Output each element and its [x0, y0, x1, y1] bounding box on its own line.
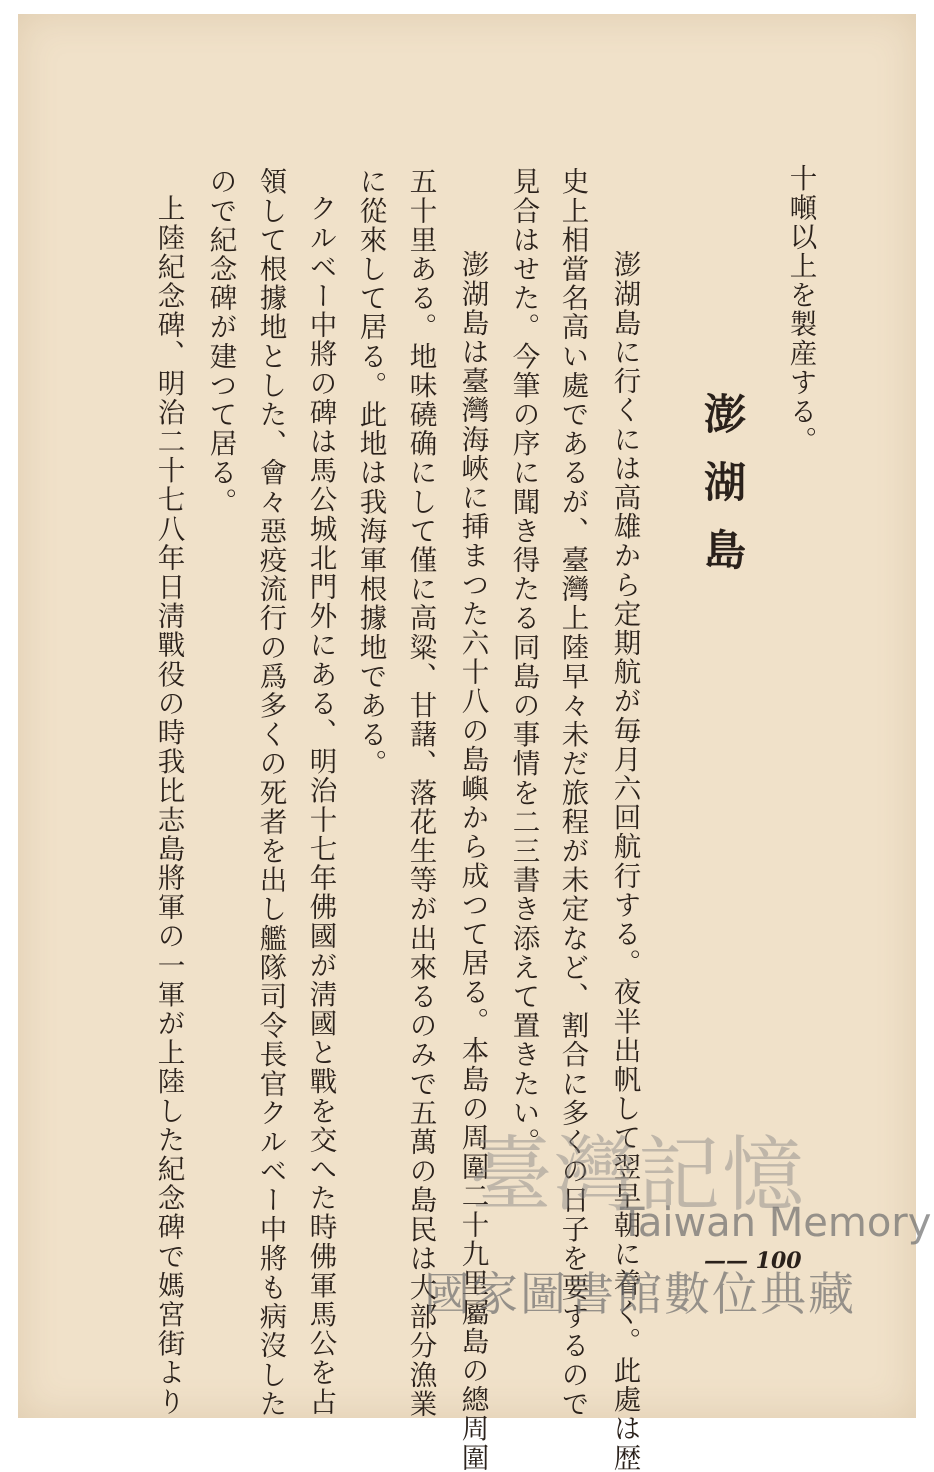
text-column-9: 領して根據地とした、會々惡疫流行の爲多くの死者を出し艦隊司令長官クルベー中將も病沒した — [254, 167, 287, 1419]
text-column-6: 五十里ある。地味磽确にして僅に高粱、甘藷、落花生等が出來るのみで五萬の島民は大部分漁業 — [404, 167, 437, 1419]
text-column-10: ので紀念碑が建つて居る。 — [204, 167, 237, 517]
text-column-11: 上陸紀念碑、明治二十七八年日淸戰役の時我比志島將軍の一軍が上陸した紀念碑で媽宮街より — [152, 194, 185, 1417]
watermark-title: 臺灣記憶 — [470, 1128, 807, 1223]
watermark-subtitle: 國家圖書館數位典藏 — [424, 1267, 856, 1321]
text-column-8: クルベー中將の碑は馬公城北門外にある、明治十七年佛國が淸國と戰を交へた時佛軍馬公を占 — [304, 194, 337, 1417]
section-heading: 澎湖島 — [698, 392, 747, 596]
watermark-english: Taiwan Memory — [620, 1200, 932, 1246]
text-column-3: 史上相當名高い處であるが、臺灣上陸早々未だ旅程が未定など、割合に多くの日子を要するので — [556, 167, 589, 1419]
text-column-1: 十噸以上を製産する。 — [784, 164, 817, 455]
text-column-7: に從來して居る。此地は我海軍根據地である。 — [354, 167, 387, 779]
text-column-4: 見合はせた。今筆の序に聞き得たる同島の事情を二三書き添えて置きたい。 — [507, 167, 540, 1157]
text-column-2: 澎湖島に行くには高雄から定期航が毎月六回航行する。夜半出帆して翌早朝に着く。此處は歴 — [608, 250, 641, 1472]
page-number: —— 100 — [704, 1248, 802, 1274]
text-column-5: 澎湖島は臺灣海峽に挿まつた六十八の島嶼から成つて居る。本島の周圍二十九里屬島の總周圍 — [456, 250, 489, 1472]
